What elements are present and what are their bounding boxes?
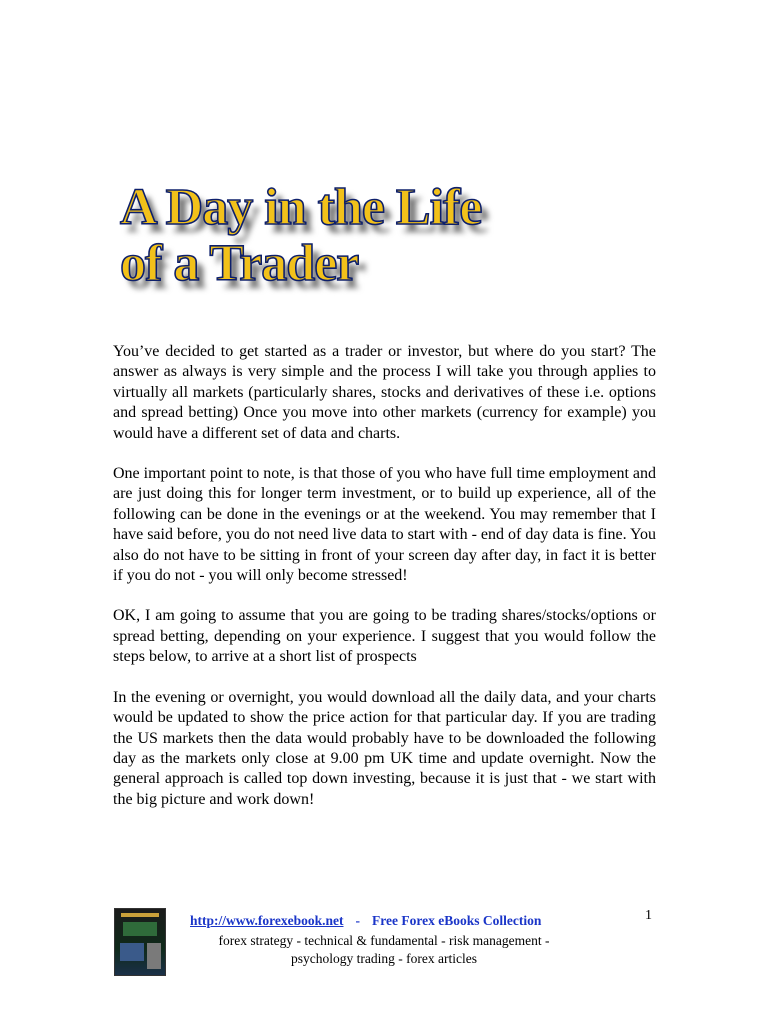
collection-title: Free Forex eBooks Collection bbox=[372, 913, 542, 928]
page-number: 1 bbox=[645, 908, 652, 923]
footer-separator: - bbox=[355, 913, 360, 928]
paragraph-2: One important point to note, is that those of you who have full time employment and are just doing this for longer term investment, or to build up experience, all of the following can be done in the evenings or at the weekend. You may remember that I have said before, you do not need live data to start with - end of day data is fine. You also do not have to be sitting in front of your screen day after day, in fact it is better if you do not - you will only become stressed! bbox=[113, 465, 657, 585]
page-footer bbox=[0, 905, 768, 985]
forexebook-link[interactable]: http://www.forexebook.net bbox=[190, 913, 344, 928]
paragraph-3: OK, I am going to assume that you are going to be trading shares/stocks/options or spread betting, depending on your experience. I suggest that you would follow the steps below, to arrive at a short list of prospects bbox=[113, 607, 656, 666]
paragraph-1: You’ve decided to get started as a trader or investor, but where do you start? The answer as always is very simple and the process I will take you through applies to virtually all markets (particularly shares, stocks and derivatives of these i.e. options and spread betting) Once you move into other markets (currency for example) you would have a different set of data and charts. bbox=[113, 343, 656, 442]
title-line-1: A Day in the Life bbox=[120, 179, 482, 236]
title-line-2: of a Trader bbox=[120, 235, 359, 292]
tagline-line-2: psychology trading - forex articles bbox=[291, 951, 477, 966]
footer-tagline bbox=[0, 932, 768, 968]
footer-links bbox=[190, 913, 541, 929]
paragraph-4: In the evening or overnight, you would download all the daily data, and your charts would be updated to show the price action for that particular day. If you are trading the US markets then the data would probably have to be downloaded the following day as the markets only close at 9.00 pm UK time and update overnight. Now the general approach is called top down investing, because it is just that - we start with the big picture and work down! bbox=[113, 688, 656, 808]
title-graphic bbox=[120, 180, 560, 292]
body-text bbox=[113, 342, 656, 830]
tagline-line-1: forex strategy - technical & fundamental - risk management - bbox=[218, 933, 550, 948]
